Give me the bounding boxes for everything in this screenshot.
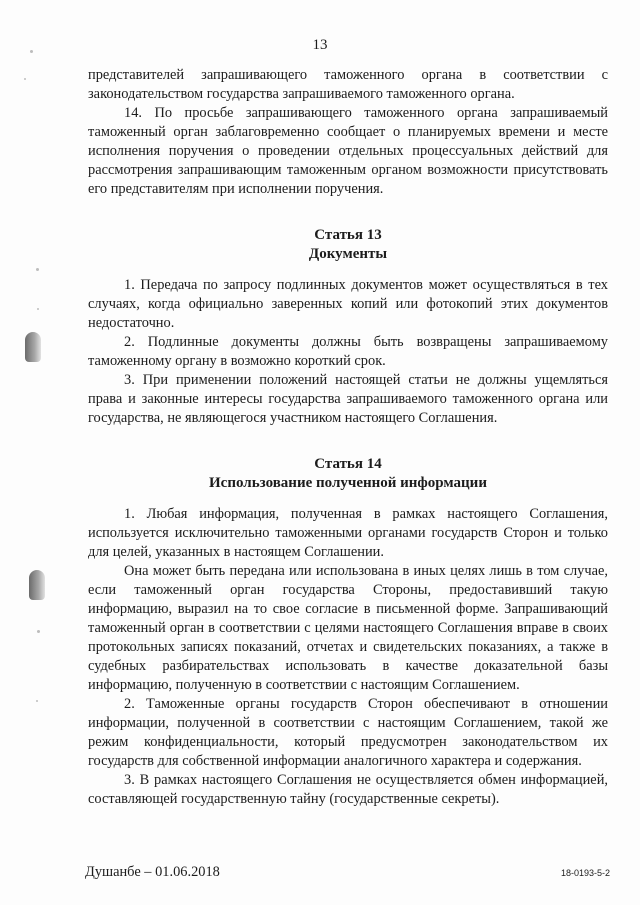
document-body: [88, 66, 608, 809]
paragraph: представителей запрашивающего таможенного органа в соответствии с законодательством государства запрашиваемого таможенного органа.: [88, 67, 608, 102]
punch-hole-mark: [29, 570, 45, 600]
paragraph: 14. По просьбе запрашивающего таможенного органа запрашиваемый таможенный орган заблаговременно сообщает о планируемых времени и месте исполнения поручения о проведении отдельных процессуальных действий для рассмотрения запрашивающим таможенным органом возможности присутствовать его представителям при исполнении поручения.: [88, 105, 608, 197]
article-13-subtitle: Документы: [308, 246, 388, 262]
scan-dot: [24, 78, 26, 80]
paragraph: 1. Любая информация, полученная в рамках настоящего Соглашения, используется исключительно таможенными органами государств Сторон и только для целей, указанных в настоящем Соглашении.: [88, 506, 608, 560]
paragraph: 3. При применении положений настоящей статьи не должны ущемляться права и законные интересы государства запрашиваемого таможенного органа или государства, не являющегося участником настоящего Соглашения.: [88, 372, 608, 426]
page-number: 13: [312, 37, 328, 53]
paragraph: 2. Таможенные органы государств Сторон обеспечивают в отношении информации, полученной в соответствии с настоящим Соглашением, такой же режим конфиденциальности, который предусмотрен законодательством их государств для собственной информации аналогичного характера и содержания.: [88, 696, 608, 769]
scan-dot: [36, 700, 38, 702]
article-13-title: Статья 13: [314, 227, 382, 243]
footer-place-date: Душанбе – 01.06.2018: [85, 864, 220, 880]
footer-doc-code: 18-0193-5-2: [560, 868, 610, 878]
paragraph: 3. В рамках настоящего Соглашения не осуществляется обмен информацией, составляющей государственную тайну (государственные секреты).: [88, 772, 608, 807]
scan-dot: [37, 630, 40, 633]
paragraph: Она может быть передана или использована в иных целях лишь в том случае, если таможенный орган государства Стороны, предоставивший такую информацию, выразил на то свое согласие в письменной форме. Запрашивающий таможенный орган в соответствии с целями настоящего Соглашения вправе в своих протокольных записях показаний, отчетах и свидетельских показаниях, а также в судебных разбирательствах использовать в качестве доказательной базы информацию, полученную в соответствии с настоящим Соглашением.: [88, 563, 608, 693]
punch-hole-mark: [25, 332, 41, 362]
scan-dot: [37, 308, 39, 310]
scan-dot: [36, 268, 39, 271]
paragraph: 1. Передача по запросу подлинных документов может осуществляться в тех случаях, когда официально заверенных копий или фотокопий этих документов недостаточно.: [88, 277, 608, 331]
article-14-title: Статья 14: [314, 456, 382, 472]
article-14-subtitle: Использование полученной информации: [209, 475, 487, 491]
paragraph: 2. Подлинные документы должны быть возвращены запрашиваемому таможенному органу в возможно короткий срок.: [88, 334, 608, 369]
